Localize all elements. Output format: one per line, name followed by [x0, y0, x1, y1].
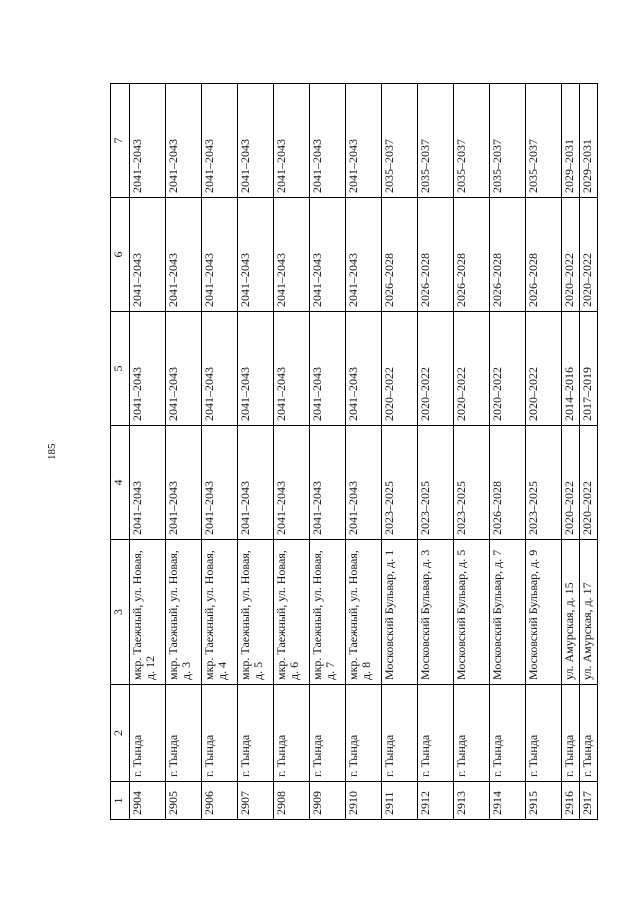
period-cell: 2020–2022 [418, 312, 454, 426]
period-cell: 2041–2043 [166, 198, 202, 312]
table-row [580, 84, 598, 820]
city-cell: г. Тында [238, 685, 274, 782]
row-number-cell: 2917 [580, 782, 598, 820]
period-cell: 2041–2043 [274, 84, 310, 198]
column-header: 2 [111, 685, 130, 782]
period-cell: 2041–2043 [166, 84, 202, 198]
period-cell: 2020–2022 [526, 312, 562, 426]
period-cell: 2041–2043 [310, 312, 346, 426]
period-cell: 2035–2037 [526, 84, 562, 198]
period-cell: 2041–2043 [274, 312, 310, 426]
period-cell: 2020–2022 [562, 198, 580, 312]
table-row [454, 84, 490, 820]
period-cell: 2041–2043 [310, 426, 346, 540]
period-cell: 2041–2043 [310, 84, 346, 198]
period-cell: 2026–2028 [490, 198, 526, 312]
period-cell: 2023–2025 [526, 426, 562, 540]
period-cell: 2020–2022 [562, 426, 580, 540]
address-cell: мкр. Таежный, ул. Новая, д. 5 [238, 540, 274, 685]
address-cell: Московский Бульвар, д. 3 [418, 540, 454, 685]
period-cell: 2014–2016 [562, 312, 580, 426]
period-cell: 2041–2043 [346, 426, 382, 540]
address-cell: Московский Бульвар, д. 1 [382, 540, 418, 685]
period-cell: 2041–2043 [202, 312, 238, 426]
period-cell: 2017–2019 [580, 312, 598, 426]
table-row [346, 84, 382, 820]
period-cell: 2041–2043 [238, 426, 274, 540]
period-cell: 2041–2043 [346, 312, 382, 426]
period-cell: 2026–2028 [526, 198, 562, 312]
period-cell: 2026–2028 [454, 198, 490, 312]
period-cell: 2041–2043 [238, 84, 274, 198]
row-number-cell: 2911 [382, 782, 418, 820]
period-cell: 2041–2043 [238, 312, 274, 426]
period-cell: 2035–2037 [490, 84, 526, 198]
period-cell: 2041–2043 [130, 198, 166, 312]
city-cell: г. Тында [382, 685, 418, 782]
row-number-cell: 2915 [526, 782, 562, 820]
address-cell: ул. Амурская, д. 15 [562, 540, 580, 685]
period-cell: 2020–2022 [490, 312, 526, 426]
column-header: 6 [111, 198, 130, 312]
period-cell: 2035–2037 [418, 84, 454, 198]
period-cell: 2020–2022 [382, 312, 418, 426]
period-cell: 2041–2043 [310, 198, 346, 312]
period-cell: 2029–2031 [562, 84, 580, 198]
address-cell: мкр. Таежный, ул. Новая, д. 7 [310, 540, 346, 685]
address-cell: мкр. Таежный, ул. Новая, д. 12 [130, 540, 166, 685]
row-number-cell: 2909 [310, 782, 346, 820]
period-cell: 2026–2028 [418, 198, 454, 312]
column-header: 3 [111, 540, 130, 685]
row-number-cell: 2906 [202, 782, 238, 820]
table-row [238, 84, 274, 820]
address-cell: мкр. Таежный, ул. Новая, д. 4 [202, 540, 238, 685]
period-cell: 2041–2043 [166, 426, 202, 540]
period-cell: 2041–2043 [166, 312, 202, 426]
city-cell: г. Тында [454, 685, 490, 782]
table-row [274, 84, 310, 820]
city-cell: г. Тында [562, 685, 580, 782]
period-cell: 2023–2025 [382, 426, 418, 540]
address-cell: ул. Амурская, д. 17 [580, 540, 598, 685]
period-cell: 2023–2025 [454, 426, 490, 540]
column-header: 7 [111, 84, 130, 198]
table-row [490, 84, 526, 820]
column-header: 4 [111, 426, 130, 540]
period-cell: 2029–2031 [580, 84, 598, 198]
address-cell: Московский Бульвар, д. 9 [526, 540, 562, 685]
period-cell: 2041–2043 [238, 198, 274, 312]
address-cell: мкр. Таежный, ул. Новая, д. 6 [274, 540, 310, 685]
city-cell: г. Тында [490, 685, 526, 782]
period-cell: 2041–2043 [130, 84, 166, 198]
period-cell: 2020–2022 [454, 312, 490, 426]
period-cell: 2041–2043 [130, 312, 166, 426]
table-row [418, 84, 454, 820]
rotated-table-wrapper [110, 84, 600, 820]
table-header-row [111, 84, 130, 820]
city-cell: г. Тында [346, 685, 382, 782]
period-cell: 2041–2043 [202, 426, 238, 540]
page-number: 185 [46, 443, 58, 460]
row-number-cell: 2914 [490, 782, 526, 820]
city-cell: г. Тында [130, 685, 166, 782]
period-cell: 2023–2025 [418, 426, 454, 540]
city-cell: г. Тында [580, 685, 598, 782]
table-row [202, 84, 238, 820]
period-cell: 2035–2037 [382, 84, 418, 198]
row-number-cell: 2913 [454, 782, 490, 820]
data-table [110, 83, 598, 820]
period-cell: 2035–2037 [454, 84, 490, 198]
table-row [130, 84, 166, 820]
row-number-cell: 2908 [274, 782, 310, 820]
city-cell: г. Тында [166, 685, 202, 782]
column-header: 5 [111, 312, 130, 426]
period-cell: 2041–2043 [346, 84, 382, 198]
period-cell: 2041–2043 [346, 198, 382, 312]
address-cell: мкр. Таежный, ул. Новая, д. 3 [166, 540, 202, 685]
column-header: 1 [111, 782, 130, 820]
period-cell: 2041–2043 [202, 198, 238, 312]
period-cell: 2041–2043 [202, 84, 238, 198]
row-number-cell: 2910 [346, 782, 382, 820]
city-cell: г. Тында [526, 685, 562, 782]
table-row [166, 84, 202, 820]
address-cell: Московский Бульвар, д. 7 [490, 540, 526, 685]
row-number-cell: 2916 [562, 782, 580, 820]
table-body [130, 84, 598, 820]
city-cell: г. Тында [202, 685, 238, 782]
address-cell: Московский Бульвар, д. 5 [454, 540, 490, 685]
period-cell: 2026–2028 [490, 426, 526, 540]
row-number-cell: 2912 [418, 782, 454, 820]
table-row [526, 84, 562, 820]
period-cell: 2041–2043 [274, 198, 310, 312]
period-cell: 2020–2022 [580, 198, 598, 312]
period-cell: 2041–2043 [274, 426, 310, 540]
city-cell: г. Тында [418, 685, 454, 782]
table-row [382, 84, 418, 820]
table-row [310, 84, 346, 820]
row-number-cell: 2904 [130, 782, 166, 820]
period-cell: 2041–2043 [130, 426, 166, 540]
period-cell: 2026–2028 [382, 198, 418, 312]
row-number-cell: 2905 [166, 782, 202, 820]
address-cell: мкр. Таежный, ул. Новая, д. 8 [346, 540, 382, 685]
city-cell: г. Тында [274, 685, 310, 782]
row-number-cell: 2907 [238, 782, 274, 820]
table-row [562, 84, 580, 820]
city-cell: г. Тында [310, 685, 346, 782]
period-cell: 2020–2022 [580, 426, 598, 540]
